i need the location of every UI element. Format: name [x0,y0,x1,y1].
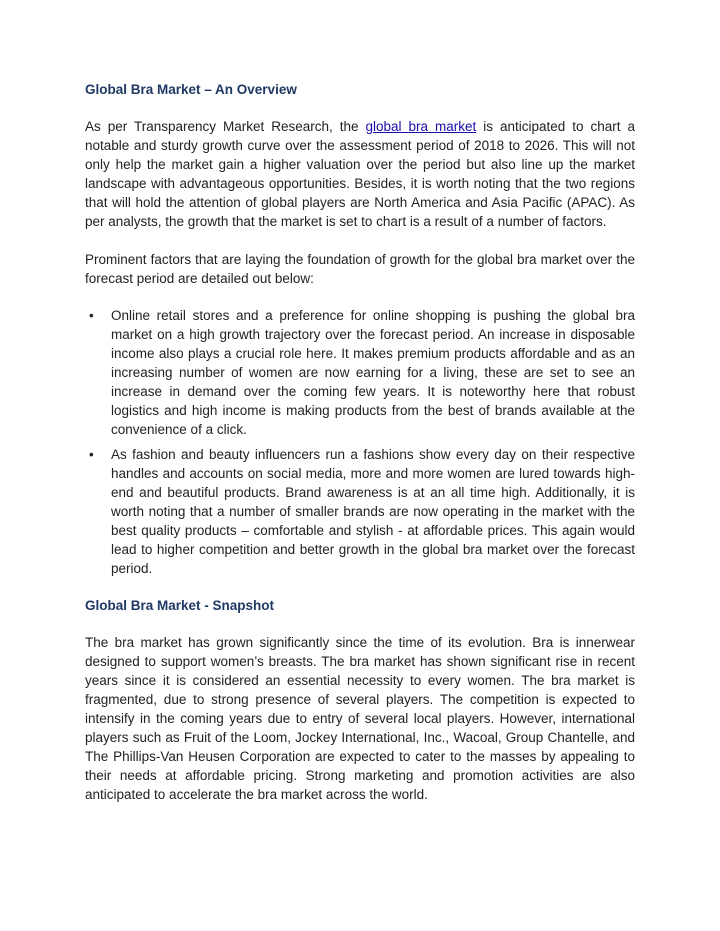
document-page [85,80,635,804]
section-heading-snapshot: Global Bra Market - Snapshot [85,598,275,613]
bullet-text: As fashion and beauty influencers run a fashions show every day on their respective handles and accounts on social media, more and more women are lured towards high-end and beautiful products. Brand awareness is at an all time high. Additionally, it is worth noting that a number of smaller brands are now operating in the market with the best quality products – comfortable and stylish - at affordable prices. This again would lead to higher competition and better growth in the global bra market over the forecast period. [111,447,635,576]
overview-text-start: As per Transparency Market Research, the [85,119,366,134]
section-heading-overview: Global Bra Market – An Overview [85,82,297,97]
list-item [85,306,635,439]
bullet-icon: • [89,447,94,462]
bullet-text: Online retail stores and a preference for online shopping is pushing the global bra market on a high growth trajectory over the forecast period. An increase in disposable income also plays a crucial role here. It makes premium products affordable and as an increasing number of women are now earning for a living, these are set to see an increase in demand over the coming few years. It is noteworthy here that robust logistics and high income is making products from the best of brands available at the convenience of a click. [111,308,635,437]
factors-bullet-list [85,306,635,578]
global-bra-market-link[interactable]: global bra market [365,119,477,134]
snapshot-paragraph: The bra market has grown significantly since the time of its evolution. Bra is innerwear designed to support women’s breasts. The bra market has shown significant rise in recent years since it is considered an essential necessity to every women. The bra market is fragmented, due to strong presence of several players. The competition is expected to intensify in the coming years due to entry of several local players. However, international players such as Fruit of the Loom, Jockey International, Inc., Wacoal, Group Chantelle, and The Phillips-Van Heusen Corporation are expected to cater to the masses by appealing to their needs at affordable pricing. Strong marketing and promotion activities are also anticipated to accelerate the bra market across the world. [85,635,635,802]
bullet-icon: • [89,308,94,323]
factors-intro-paragraph: Prominent factors that are laying the foundation of growth for the global bra market over the forecast period are detailed out below: [85,252,635,286]
overview-text-end: is anticipated to chart a notable and sturdy growth curve over the assessment period of 2018 to 2026. This will not only help the market gain a higher valuation over the period but also line up the market landscape with advantageous opportunities. Besides, it is worth noting that the two regions that will hold the attention of global players are North America and Asia Pacific (APAC). As per analysts, the growth that the market is set to chart is a result of a number of factors. [85,119,635,229]
overview-paragraph [85,117,635,231]
list-item [85,445,635,578]
